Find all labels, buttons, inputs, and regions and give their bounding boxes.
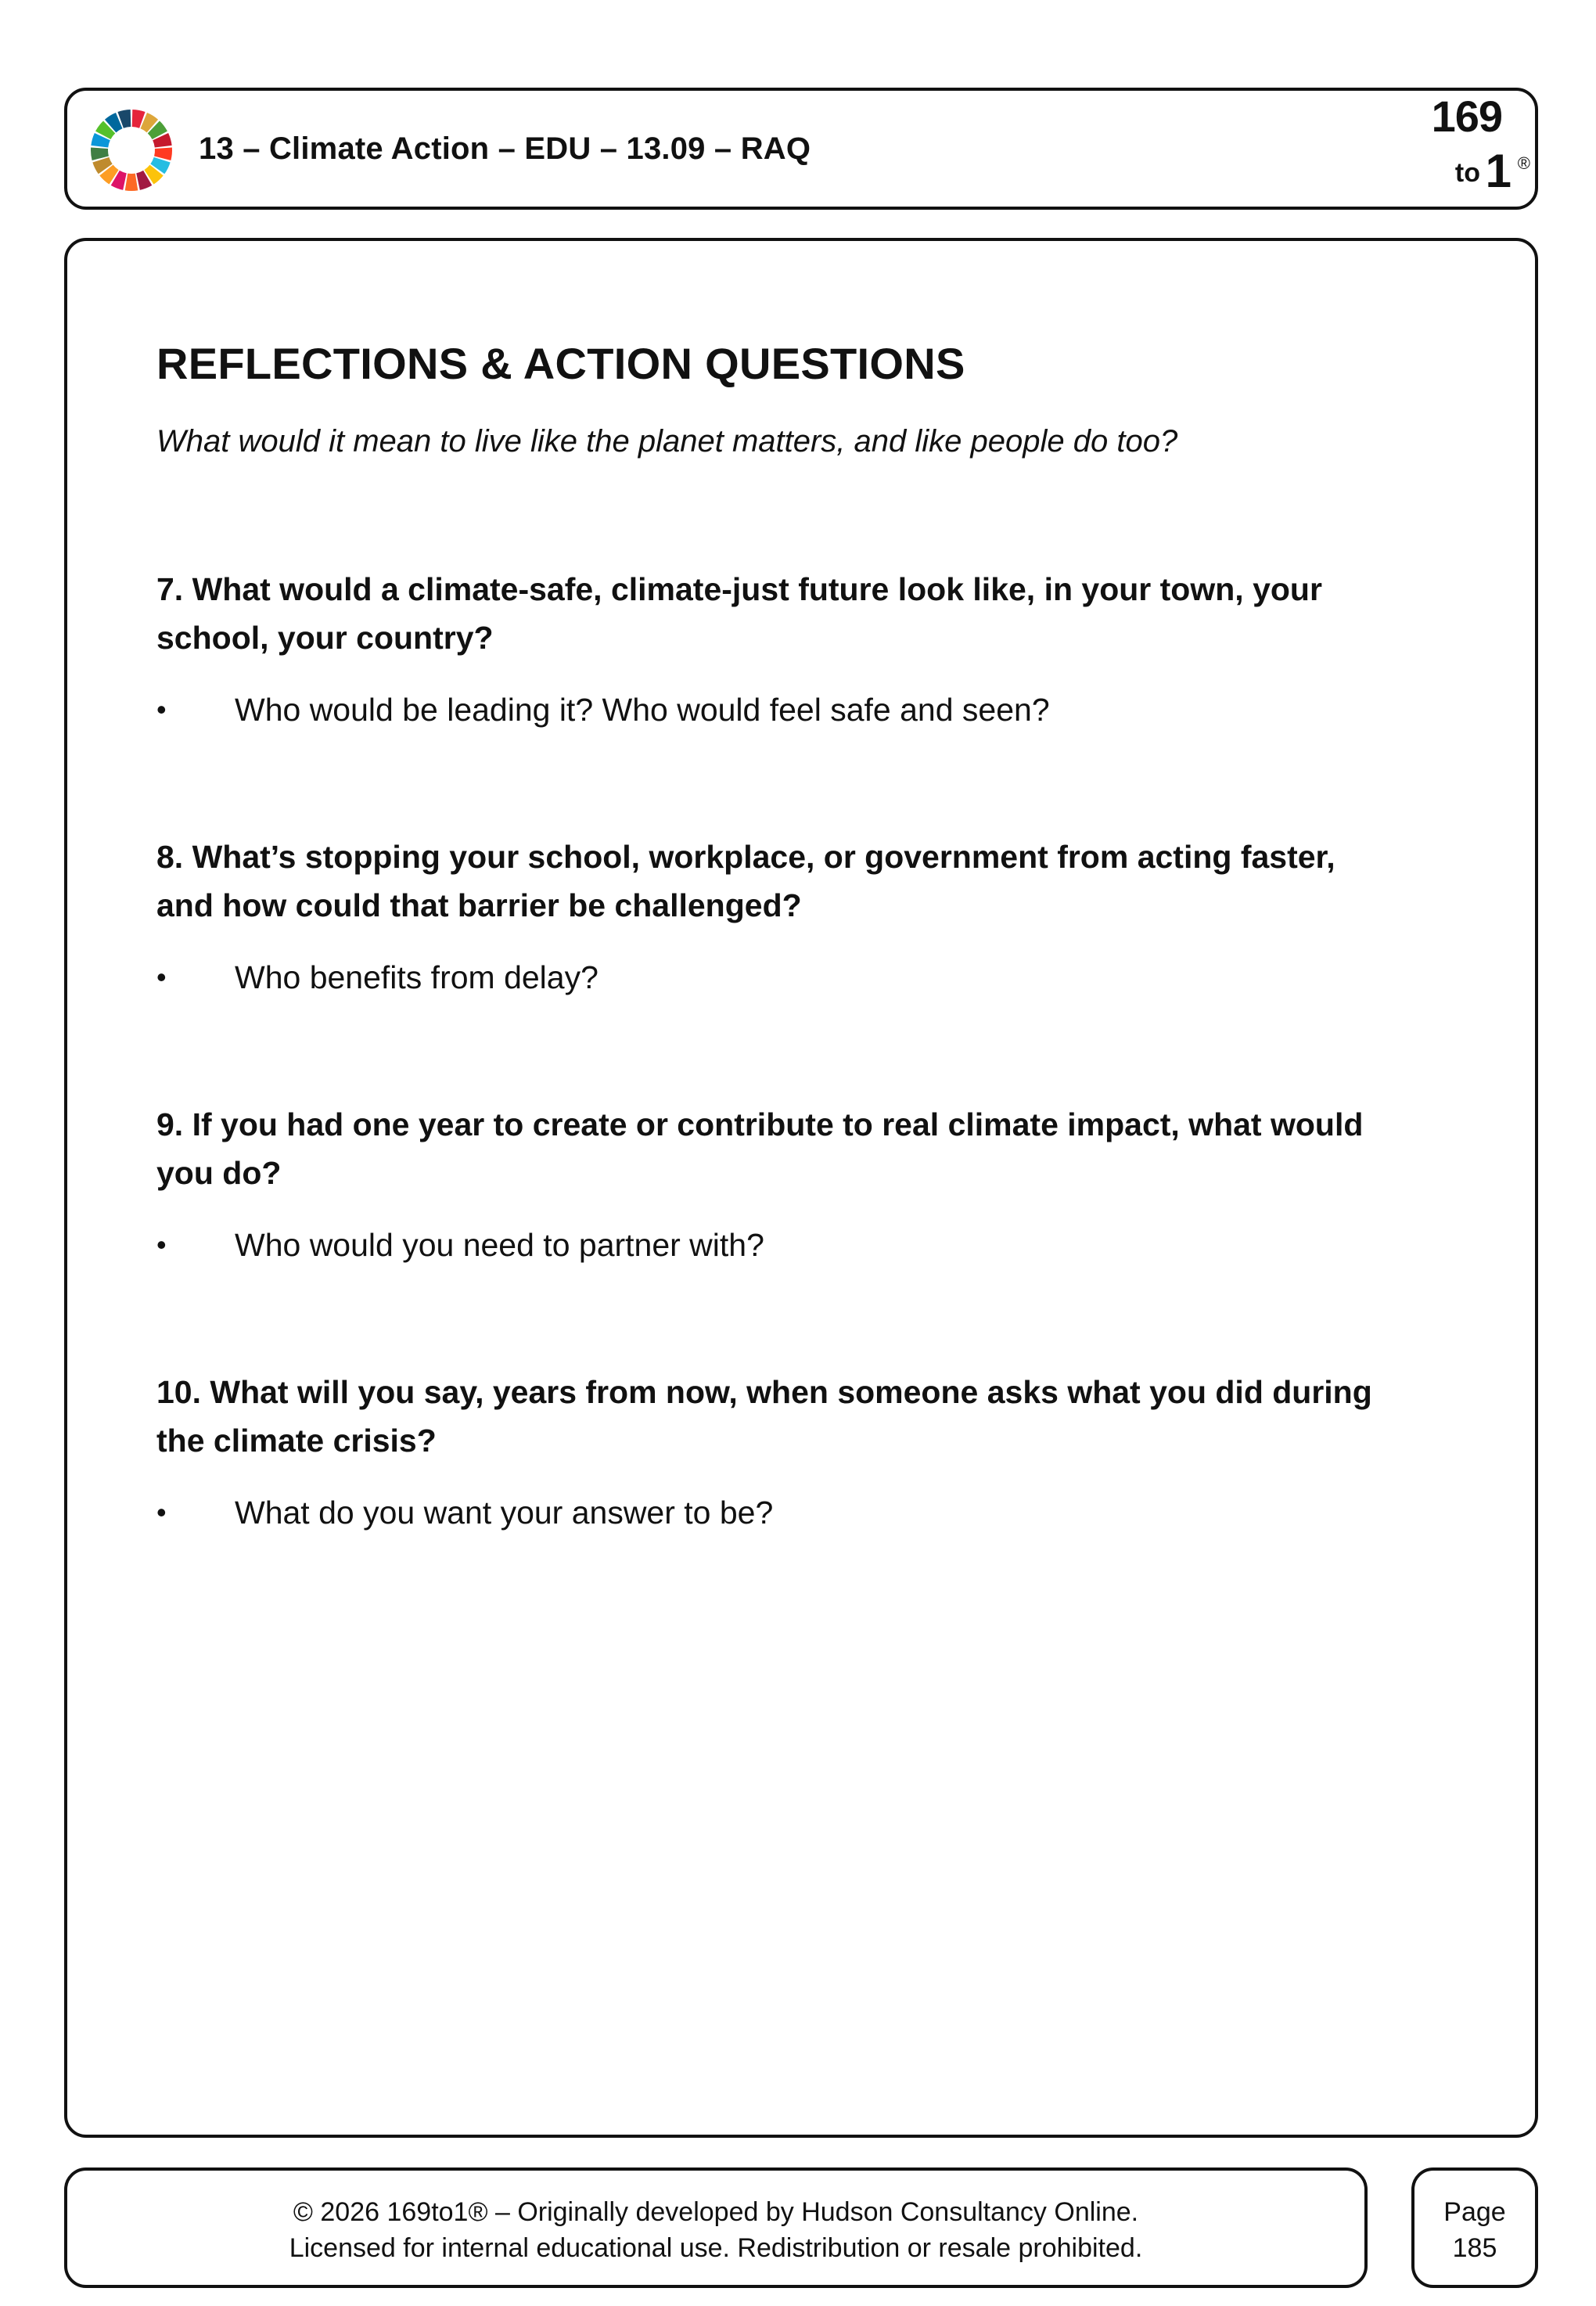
brand-logo-to: to <box>1454 158 1480 188</box>
bullet-icon: • <box>156 1229 167 1261</box>
question-line: the climate crisis? <box>156 1423 437 1459</box>
bullet-icon: • <box>156 693 167 725</box>
question-line: school, your country? <box>156 620 494 656</box>
question-9 <box>156 1100 1455 1197</box>
header-bar <box>64 88 1538 210</box>
section-heading: REFLECTIONS & ACTION QUESTIONS <box>156 339 965 388</box>
content-panel <box>64 238 1538 2138</box>
brand-logo-number: 169 <box>1431 92 1502 141</box>
bullet-icon: • <box>156 1496 167 1528</box>
footer-copyright-box <box>64 2167 1368 2288</box>
page-number-box <box>1411 2167 1538 2288</box>
bullet-text: Who would be leading it? Who would feel safe and seen? <box>235 692 1050 728</box>
question-line: 9. If you had one year to create or contribute to real climate impact, what would <box>156 1106 1364 1142</box>
page-indicator <box>1414 2194 1535 2266</box>
sdg-color-wheel-icon <box>89 108 174 192</box>
question-line: 10. What will you say, years from now, when someone asks what you did during <box>156 1374 1372 1410</box>
registered-mark: ® <box>1517 153 1530 173</box>
document-title: 13 – Climate Action – EDU – 13.09 – RAQ <box>199 131 811 166</box>
section-subtitle: What would it mean to live like the planet matters, and like people do too? <box>156 424 1178 459</box>
footer-text <box>67 2194 1364 2266</box>
question-line: and how could that barrier be challenged? <box>156 887 802 923</box>
copyright-line: © 2026 169to1® – Originally developed by Hudson Consultancy Online. <box>293 2197 1139 2227</box>
bullet-icon: • <box>156 961 167 993</box>
question-line: 8. What’s stopping your school, workplace, or government from acting faster, <box>156 839 1335 875</box>
bullet-text: What do you want your answer to be? <box>235 1495 774 1531</box>
license-line: Licensed for internal educational use. Redistribution or resale prohibited. <box>289 2233 1143 2263</box>
question-7 <box>156 565 1455 662</box>
question-8 <box>156 833 1455 930</box>
question-10 <box>156 1368 1455 1465</box>
brand-logo-one: 1 <box>1485 145 1512 197</box>
question-line: you do? <box>156 1155 282 1191</box>
page-label: Page <box>1443 2197 1506 2227</box>
bullet-text: Who benefits from delay? <box>235 959 598 995</box>
sdg-wheel-segment <box>125 174 138 191</box>
page-number: 185 <box>1452 2233 1497 2263</box>
bullet-text: Who would you need to partner with? <box>235 1227 764 1263</box>
question-line: 7. What would a climate-safe, climate-just future look like, in your town, your <box>156 571 1322 607</box>
